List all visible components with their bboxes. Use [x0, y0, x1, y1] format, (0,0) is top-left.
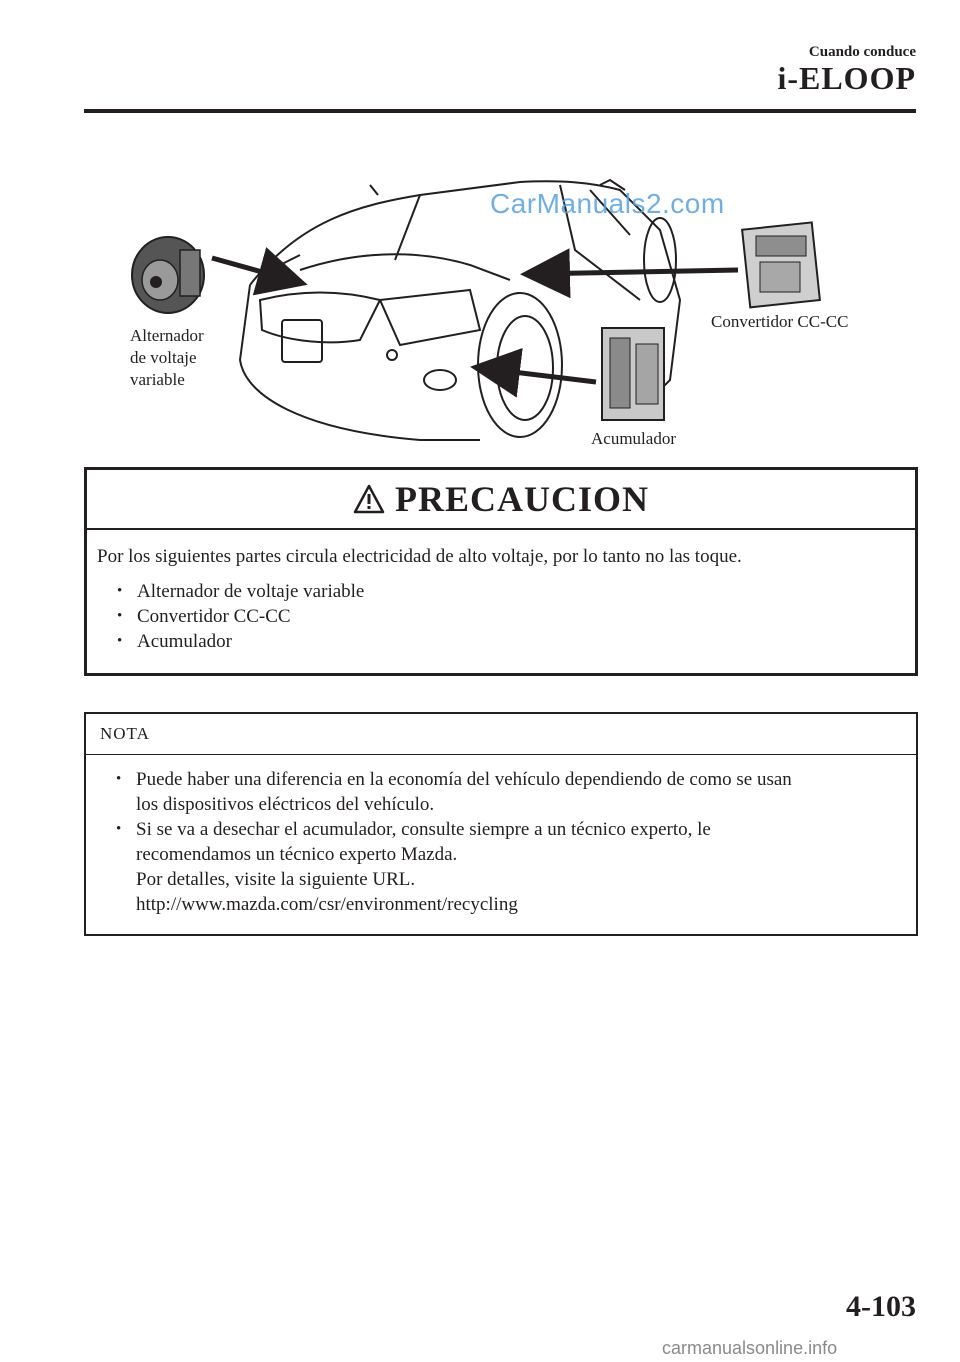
note-body — [86, 755, 916, 917]
converter-icon — [742, 222, 820, 307]
caution-body — [87, 530, 915, 654]
list-item: • Convertidor CC-CC — [115, 604, 905, 629]
label-converter: Convertidor CC-CC — [711, 312, 849, 331]
watermark-text: CarManuals2.com — [490, 188, 725, 219]
list-item: • Si se va a desechar el acumulador, consulte siempre a un técnico experto, le recomendamos un técnico experto Mazda. Por detalles, visite la siguiente URL. http://www.mazda.com/csr/environment/recycling — [114, 817, 906, 917]
label-accumulator: Acumulador — [591, 429, 676, 448]
caution-title: PRECAUCION — [394, 479, 649, 519]
caution-box — [84, 467, 918, 676]
accumulator-icon — [602, 328, 664, 420]
note-box — [84, 712, 918, 936]
footer-watermark: carmanualsonline.info — [662, 1338, 838, 1358]
list-item: • Acumulador — [115, 629, 905, 654]
page-title: i-ELOOP — [777, 60, 916, 96]
caution-header — [87, 470, 915, 530]
caution-intro: Por los siguientes partes circula electricidad de alto voltaje, por lo tanto no las toque. — [97, 546, 742, 567]
list-item: • Alternador de voltaje variable — [115, 579, 905, 604]
caution-list — [97, 579, 905, 654]
vehicle-illustration — [0, 0, 960, 470]
label-alternator: Alternador de voltaje variable — [130, 326, 204, 389]
note-header: NOTA — [86, 714, 916, 755]
section-label: Cuando conduce — [808, 44, 916, 60]
arrow-converter — [530, 270, 738, 274]
alternator-icon — [132, 237, 204, 313]
note-list — [96, 767, 906, 917]
recycling-url: http://www.mazda.com/csr/environment/recycling — [136, 894, 518, 915]
list-item: • Puede haber una diferencia en la economía del vehículo dependiendo de como se usan los dispositivos eléctricos del vehículo. — [114, 767, 906, 817]
warning-triangle-icon — [353, 484, 385, 514]
page-number: 4-103 — [846, 1290, 916, 1323]
